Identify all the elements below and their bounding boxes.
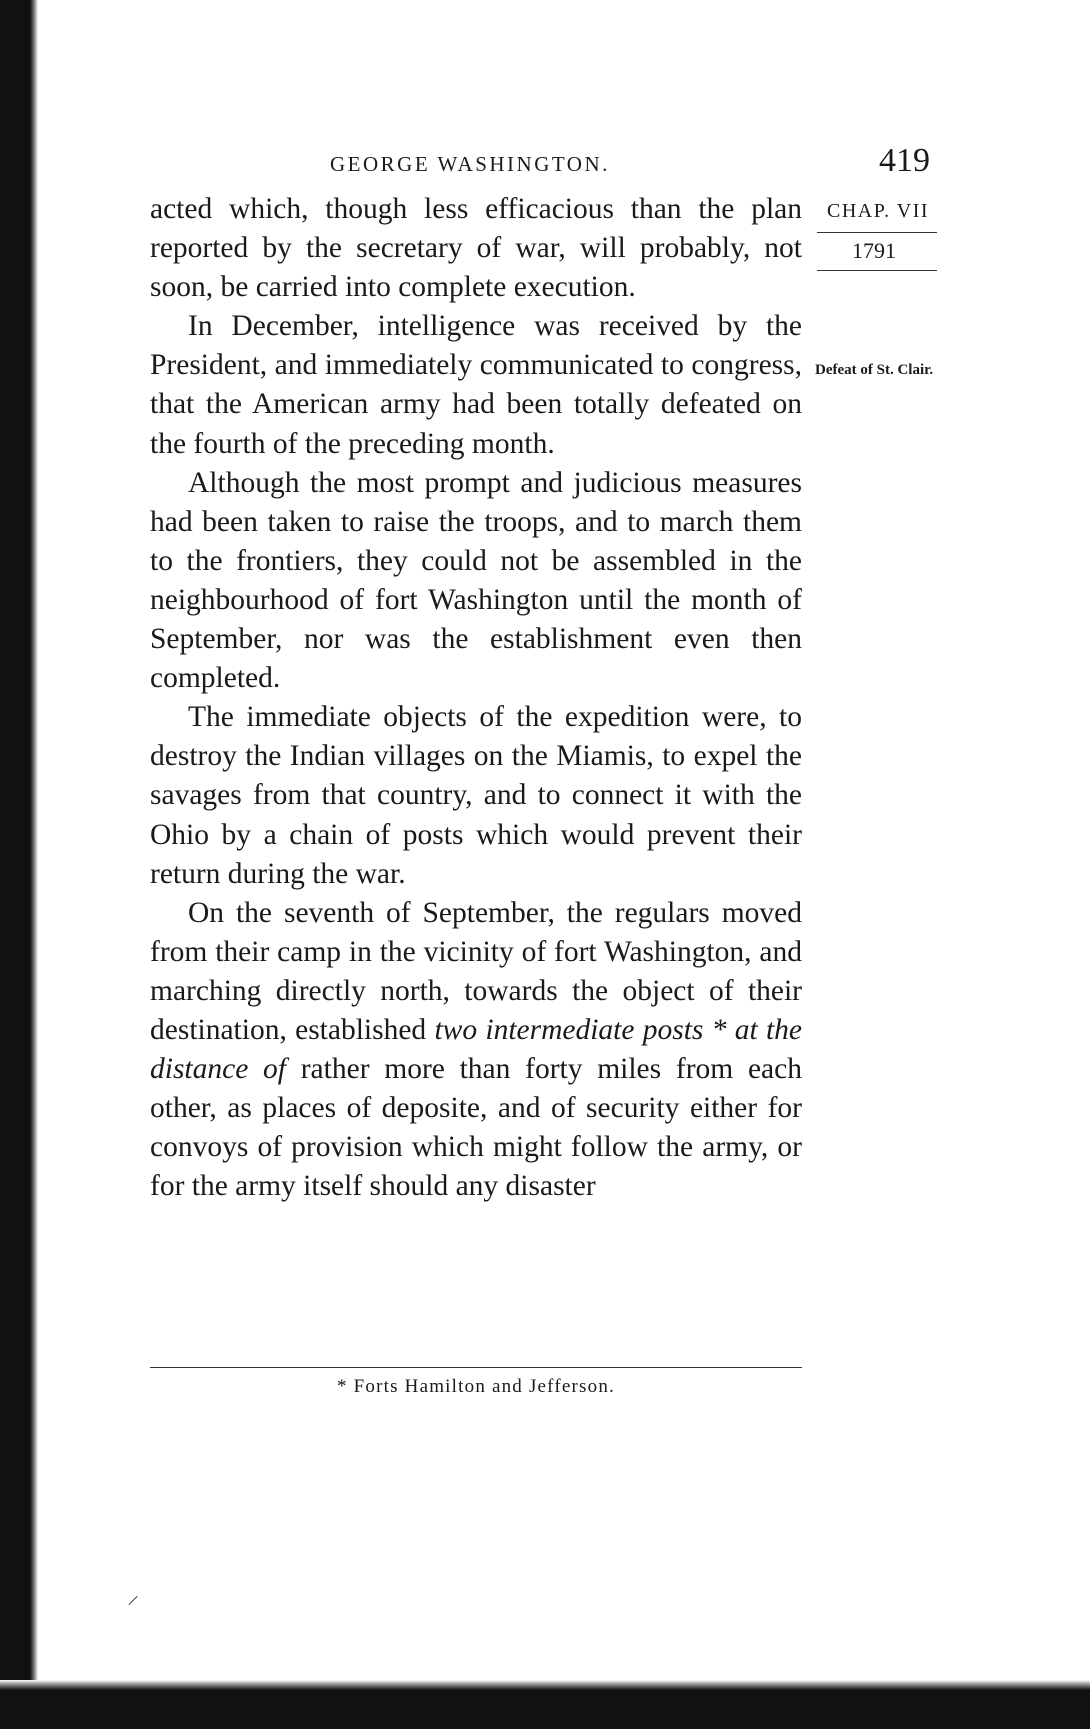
paragraph-5-italic: two intermediate posts * at the distance of (150, 1013, 802, 1086)
scan-shadow-bottom (0, 1680, 1090, 1729)
year-rule (817, 270, 937, 271)
scan-shadow-left (0, 0, 38, 1729)
footnote: * Forts Hamilton and Jefferson. (336, 1376, 615, 1397)
paragraph-4: The immediate objects of the expedition were, to destroy the Indian villages on the Miamis, to expel the savages from that country, and to connect it with the Ohio by a chain of posts which would prevent their return during the war. (150, 701, 802, 890)
paragraph-1: acted which, though less efficacious than the plan reported by the secretary of war, will probably, not soon, be carried into complete execution. (150, 193, 802, 304)
chapter-rule (817, 232, 937, 233)
year-marker: 1791 (852, 238, 896, 263)
margin-notes (815, 190, 940, 390)
stray-pencil-mark (128, 1596, 137, 1605)
paragraph-5-start: On the seventh of September, the regulars moved from their camp in the vicinity of fort Washington, and marching directly north, towards the object of their destination, established (150, 896, 802, 1046)
running-head (150, 142, 930, 192)
main-text (150, 190, 802, 1206)
side-note-defeat: Defeat of St. Clair. (815, 362, 934, 378)
paragraph-5 (150, 894, 802, 1207)
paragraph-3: Although the most prompt and judicious measures had been taken to raise the troops, and to march them to the frontiers, they could not be assembled in the neighbourhood of fort Washington until the month of September, nor was the establishment even then completed. (150, 466, 802, 695)
running-title: GEORGE WASHINGTON. (330, 152, 610, 176)
chapter-marker: CHAP. VII (827, 200, 930, 222)
paragraph-5-end: rather more than forty miles from each other, as places of deposite, and of security either for convoys of provision which might follow the army, or for the army itself should any disaster (150, 1053, 802, 1203)
paragraph-2: In December, intelligence was received by the President, and immediately communicated to congress, that the American army had been totally defeated on the fourth of the preceding month. (150, 310, 802, 460)
page-number: 419 (879, 142, 930, 179)
footnote-rule (150, 1367, 802, 1368)
